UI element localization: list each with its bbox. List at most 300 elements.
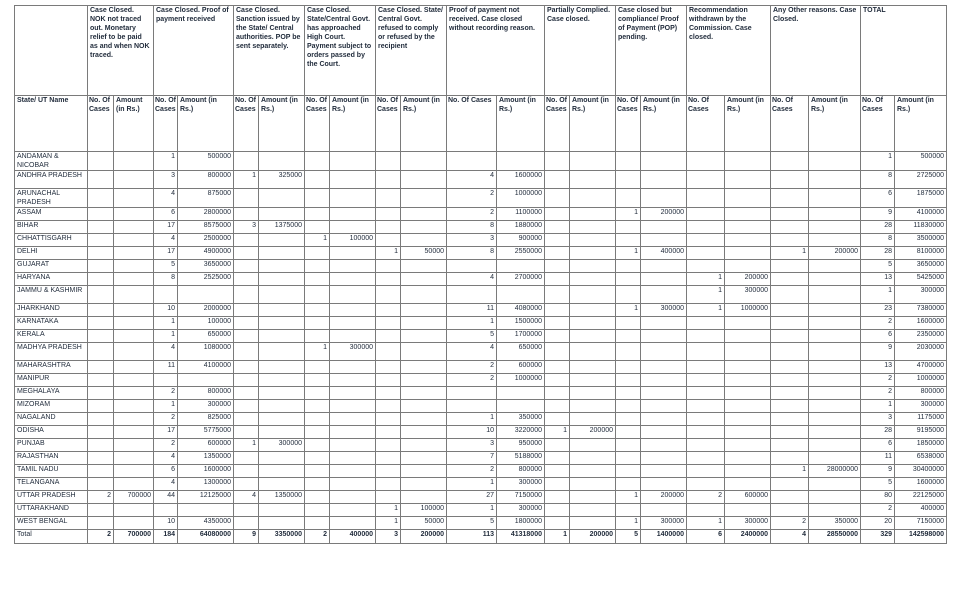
- amount-cell: 2700000: [497, 273, 545, 286]
- table-row: [15, 343, 947, 361]
- cases-cell: [376, 478, 401, 491]
- amount-cell: [725, 426, 771, 439]
- amount-cell: [114, 317, 154, 330]
- cases-cell: [545, 439, 570, 452]
- state-name-cell: KERALA: [15, 330, 88, 343]
- cases-cell: [88, 343, 114, 361]
- cases-cell: [376, 286, 401, 304]
- amount-cell: [178, 374, 234, 387]
- cases-cell: [447, 152, 497, 171]
- amount-cell: [641, 330, 687, 343]
- cases-cell: [545, 152, 570, 171]
- total-amount-cell: 200000: [570, 530, 616, 544]
- state-name-cell: MEGHALAYA: [15, 387, 88, 400]
- amount-cell: [259, 317, 305, 330]
- amount-cell: 1875000: [895, 189, 947, 208]
- cases-cell: [771, 234, 809, 247]
- amount-cell: [725, 189, 771, 208]
- amount-cell: 100000: [401, 504, 447, 517]
- amount-cell: [641, 465, 687, 478]
- column-header-state: State/ UT Name: [15, 96, 88, 152]
- amount-cell: [259, 361, 305, 374]
- cases-cell: [305, 152, 330, 171]
- amount-cell: [809, 189, 861, 208]
- amount-cell: [401, 273, 447, 286]
- table-row: [15, 304, 947, 317]
- cases-cell: [88, 387, 114, 400]
- state-name-cell: BIHAR: [15, 221, 88, 234]
- cases-cell: [376, 330, 401, 343]
- amount-cell: 350000: [809, 517, 861, 530]
- amount-cell: 875000: [178, 189, 234, 208]
- cases-cell: [771, 330, 809, 343]
- cases-cell: [616, 286, 641, 304]
- amount-cell: [641, 478, 687, 491]
- amount-cell: [809, 452, 861, 465]
- amount-cell: 1880000: [497, 221, 545, 234]
- cases-cell: 27: [447, 491, 497, 504]
- cases-cell: [376, 234, 401, 247]
- amount-cell: [497, 260, 545, 273]
- cases-cell: 13: [861, 273, 895, 286]
- amount-cell: [570, 439, 616, 452]
- cases-cell: 8: [447, 221, 497, 234]
- amount-cell: [570, 400, 616, 413]
- amount-cell: [641, 189, 687, 208]
- table-body: [15, 152, 947, 544]
- total-cases-cell: 6: [687, 530, 725, 544]
- cases-cell: [88, 286, 114, 304]
- amount-cell: 1600000: [895, 478, 947, 491]
- amount-cell: [725, 260, 771, 273]
- amount-cell: 825000: [178, 413, 234, 426]
- amount-cell: [570, 517, 616, 530]
- table-row: [15, 152, 947, 171]
- amount-cell: [809, 208, 861, 221]
- amount-cell: 3650000: [178, 260, 234, 273]
- amount-cell: [401, 221, 447, 234]
- cases-cell: [376, 273, 401, 286]
- cases-cell: [545, 317, 570, 330]
- amount-cell: [401, 171, 447, 189]
- cases-cell: [545, 491, 570, 504]
- cases-cell: [376, 387, 401, 400]
- cases-cell: 1: [687, 286, 725, 304]
- total-cases-cell: 113: [447, 530, 497, 544]
- group-header-row: [15, 6, 947, 96]
- total-amount-cell: 64080000: [178, 530, 234, 544]
- cases-cell: [545, 247, 570, 260]
- cases-cell: [687, 374, 725, 387]
- cases-cell: [234, 361, 259, 374]
- cases-cell: [545, 504, 570, 517]
- amount-cell: [641, 504, 687, 517]
- cases-cell: [545, 304, 570, 317]
- cases-cell: [376, 171, 401, 189]
- cases-cell: 2: [771, 517, 809, 530]
- cases-cell: [305, 465, 330, 478]
- cases-cell: [545, 234, 570, 247]
- amount-cell: [725, 465, 771, 478]
- cases-cell: 5: [447, 517, 497, 530]
- cases-cell: [376, 400, 401, 413]
- amount-cell: [401, 387, 447, 400]
- cases-cell: [687, 465, 725, 478]
- cases-cell: [771, 152, 809, 171]
- cases-cell: [771, 343, 809, 361]
- amount-cell: 4080000: [497, 304, 545, 317]
- cases-cell: 5: [861, 260, 895, 273]
- amount-cell: 1000000: [725, 304, 771, 317]
- cases-cell: [305, 517, 330, 530]
- amount-cell: [570, 286, 616, 304]
- cases-cell: 8: [861, 171, 895, 189]
- amount-cell: 600000: [178, 439, 234, 452]
- amount-cell: 11830000: [895, 221, 947, 234]
- cases-cell: [376, 439, 401, 452]
- amount-cell: [114, 374, 154, 387]
- amount-cell: [641, 452, 687, 465]
- amount-cell: [114, 304, 154, 317]
- column-header-cases: No. Of Cases: [545, 96, 570, 152]
- amount-cell: [725, 330, 771, 343]
- cases-cell: 2: [154, 439, 178, 452]
- cases-cell: [616, 343, 641, 361]
- column-header-amount: Amount (in Rs.): [809, 96, 861, 152]
- cases-cell: [376, 452, 401, 465]
- cases-cell: [771, 317, 809, 330]
- cases-cell: [154, 504, 178, 517]
- cases-cell: [88, 317, 114, 330]
- amount-cell: [641, 260, 687, 273]
- group-header-other-reasons: Any Other reasons. Case Closed.: [771, 6, 861, 96]
- cases-cell: [88, 478, 114, 491]
- table-row: [15, 247, 947, 260]
- total-cases-cell: 4: [771, 530, 809, 544]
- amount-cell: 1350000: [178, 452, 234, 465]
- cases-cell: 10: [154, 304, 178, 317]
- total-cases-cell: 184: [154, 530, 178, 544]
- amount-cell: [114, 189, 154, 208]
- cases-cell: 10: [447, 426, 497, 439]
- cases-cell: 1: [687, 304, 725, 317]
- cases-cell: [234, 208, 259, 221]
- cases-cell: [376, 426, 401, 439]
- amount-cell: [259, 234, 305, 247]
- cases-cell: 5: [154, 260, 178, 273]
- cases-cell: 4: [234, 491, 259, 504]
- amount-cell: [330, 517, 376, 530]
- cases-cell: [545, 400, 570, 413]
- cases-cell: [376, 343, 401, 361]
- total-cases-cell: 329: [861, 530, 895, 544]
- amount-cell: 1000000: [895, 374, 947, 387]
- amount-cell: [809, 273, 861, 286]
- cases-cell: [771, 413, 809, 426]
- amount-cell: 600000: [725, 491, 771, 504]
- amount-cell: [401, 361, 447, 374]
- cases-cell: 17: [154, 247, 178, 260]
- total-cases-cell: 2: [305, 530, 330, 544]
- cases-cell: 2: [447, 465, 497, 478]
- amount-cell: [497, 400, 545, 413]
- amount-cell: 22125000: [895, 491, 947, 504]
- amount-cell: 300000: [725, 286, 771, 304]
- amount-cell: [725, 387, 771, 400]
- cases-cell: [88, 452, 114, 465]
- amount-cell: [809, 361, 861, 374]
- cases-cell: [545, 208, 570, 221]
- amount-cell: [497, 286, 545, 304]
- amount-cell: 300000: [497, 504, 545, 517]
- column-header-amount: Amount (in Rs.): [497, 96, 545, 152]
- amount-cell: [570, 260, 616, 273]
- table-row: [15, 517, 947, 530]
- cases-cell: [687, 247, 725, 260]
- cases-cell: 28: [861, 221, 895, 234]
- cases-cell: [88, 152, 114, 171]
- column-header-amount: Amount (in Rs.): [725, 96, 771, 152]
- amount-cell: [330, 260, 376, 273]
- amount-cell: 350000: [497, 413, 545, 426]
- cases-cell: [771, 260, 809, 273]
- amount-cell: [330, 247, 376, 260]
- cases-cell: 2: [447, 208, 497, 221]
- cases-cell: 1: [305, 343, 330, 361]
- cases-cell: 1: [376, 517, 401, 530]
- cases-cell: 6: [861, 330, 895, 343]
- total-amount-cell: 3350000: [259, 530, 305, 544]
- cases-cell: 2: [154, 387, 178, 400]
- amount-cell: [114, 171, 154, 189]
- cases-cell: 5: [447, 330, 497, 343]
- cases-cell: [88, 330, 114, 343]
- total-amount-cell: 400000: [330, 530, 376, 544]
- cases-cell: [305, 273, 330, 286]
- cases-cell: [234, 189, 259, 208]
- cases-cell: 1: [154, 317, 178, 330]
- cases-cell: 1: [616, 491, 641, 504]
- amount-cell: [330, 304, 376, 317]
- cases-cell: [545, 221, 570, 234]
- cases-cell: 9: [861, 343, 895, 361]
- state-name-cell: ASSAM: [15, 208, 88, 221]
- cases-cell: 6: [861, 189, 895, 208]
- cases-cell: 2: [447, 374, 497, 387]
- amount-cell: [330, 208, 376, 221]
- amount-cell: [114, 221, 154, 234]
- amount-cell: [725, 400, 771, 413]
- cases-cell: [234, 330, 259, 343]
- amount-cell: [570, 189, 616, 208]
- column-header-amount: Amount (in Rs.): [259, 96, 305, 152]
- amount-cell: 1600000: [497, 171, 545, 189]
- amount-cell: 5775000: [178, 426, 234, 439]
- state-name-cell: GUJARAT: [15, 260, 88, 273]
- cases-cell: [376, 152, 401, 171]
- cases-cell: [88, 273, 114, 286]
- amount-cell: 1700000: [497, 330, 545, 343]
- cases-cell: [687, 413, 725, 426]
- cases-cell: 20: [861, 517, 895, 530]
- amount-cell: 300000: [725, 517, 771, 530]
- cases-cell: [88, 504, 114, 517]
- cases-cell: [376, 465, 401, 478]
- cases-cell: [545, 374, 570, 387]
- amount-cell: [114, 343, 154, 361]
- amount-cell: [570, 330, 616, 343]
- amount-cell: 300000: [641, 517, 687, 530]
- amount-cell: 2500000: [178, 234, 234, 247]
- state-name-cell: ODISHA: [15, 426, 88, 439]
- table-row: [15, 171, 947, 189]
- amount-cell: [725, 478, 771, 491]
- group-header-withdrawn: Recommendation withdrawn by the Commission. Case closed.: [687, 6, 771, 96]
- amount-cell: 3650000: [895, 260, 947, 273]
- amount-cell: 50000: [401, 247, 447, 260]
- state-name-cell: NAGALAND: [15, 413, 88, 426]
- cases-cell: [88, 400, 114, 413]
- cases-cell: [88, 260, 114, 273]
- amount-cell: 1300000: [178, 478, 234, 491]
- cases-cell: [616, 478, 641, 491]
- column-header-amount: Amount (in Rs.): [178, 96, 234, 152]
- amount-cell: [809, 221, 861, 234]
- state-name-cell: MANIPUR: [15, 374, 88, 387]
- amount-cell: 600000: [497, 361, 545, 374]
- cases-cell: [771, 491, 809, 504]
- amount-cell: [725, 343, 771, 361]
- cases-cell: [687, 426, 725, 439]
- amount-cell: [641, 439, 687, 452]
- amount-cell: 200000: [725, 273, 771, 286]
- amount-cell: 6538000: [895, 452, 947, 465]
- amount-cell: [725, 361, 771, 374]
- cases-cell: 44: [154, 491, 178, 504]
- cases-cell: [616, 221, 641, 234]
- state-name-cell: DELHI: [15, 247, 88, 260]
- cases-cell: [88, 413, 114, 426]
- amount-cell: 800000: [497, 465, 545, 478]
- state-name-cell: TAMIL NADU: [15, 465, 88, 478]
- cases-cell: [616, 317, 641, 330]
- cases-cell: [88, 221, 114, 234]
- cases-cell: [447, 260, 497, 273]
- cases-cell: [687, 171, 725, 189]
- cases-cell: [305, 221, 330, 234]
- amount-cell: [570, 374, 616, 387]
- amount-cell: [259, 304, 305, 317]
- cases-cell: 1: [447, 317, 497, 330]
- cases-cell: [305, 452, 330, 465]
- cases-cell: [88, 439, 114, 452]
- amount-cell: [330, 152, 376, 171]
- cases-cell: [154, 374, 178, 387]
- cases-cell: [545, 413, 570, 426]
- amount-cell: [330, 374, 376, 387]
- amount-cell: [401, 439, 447, 452]
- cases-cell: 11: [861, 452, 895, 465]
- cases-cell: [234, 343, 259, 361]
- state-name-cell: JAMMU & KASHMIR: [15, 286, 88, 304]
- cases-cell: [154, 286, 178, 304]
- table-row: [15, 504, 947, 517]
- amount-cell: [114, 439, 154, 452]
- amount-cell: [809, 374, 861, 387]
- table-row: [15, 491, 947, 504]
- cases-cell: [376, 491, 401, 504]
- total-row: [15, 530, 947, 544]
- cases-cell: [305, 317, 330, 330]
- cases-cell: 1: [154, 330, 178, 343]
- amount-cell: [725, 152, 771, 171]
- amount-cell: 1000000: [497, 374, 545, 387]
- table-row: [15, 208, 947, 221]
- amount-cell: [401, 413, 447, 426]
- cases-cell: 1: [616, 208, 641, 221]
- amount-cell: 200000: [641, 491, 687, 504]
- cases-cell: [687, 439, 725, 452]
- amount-cell: 12125000: [178, 491, 234, 504]
- amount-cell: 30400000: [895, 465, 947, 478]
- cases-cell: [545, 343, 570, 361]
- amount-cell: 3220000: [497, 426, 545, 439]
- amount-cell: [114, 452, 154, 465]
- cases-cell: [687, 208, 725, 221]
- amount-cell: 50000: [401, 517, 447, 530]
- amount-cell: [641, 234, 687, 247]
- amount-cell: [114, 413, 154, 426]
- column-header-cases: No. Of Cases: [376, 96, 401, 152]
- amount-cell: 300000: [259, 439, 305, 452]
- cases-cell: [234, 517, 259, 530]
- table-row: [15, 260, 947, 273]
- cases-cell: 1: [447, 478, 497, 491]
- cases-cell: [305, 286, 330, 304]
- column-header-amount: Amount (in Rs.): [641, 96, 687, 152]
- amount-cell: [330, 387, 376, 400]
- cases-cell: [88, 304, 114, 317]
- amount-cell: [401, 343, 447, 361]
- cases-cell: 23: [861, 304, 895, 317]
- amount-cell: [330, 400, 376, 413]
- total-cases-cell: 5: [616, 530, 641, 544]
- amount-cell: 4900000: [178, 247, 234, 260]
- amount-cell: [114, 330, 154, 343]
- amount-cell: 950000: [497, 439, 545, 452]
- amount-cell: [259, 286, 305, 304]
- cases-cell: [545, 189, 570, 208]
- cases-cell: [234, 304, 259, 317]
- cases-cell: [376, 208, 401, 221]
- amount-cell: [330, 361, 376, 374]
- amount-cell: 500000: [178, 152, 234, 171]
- amount-cell: 1000000: [497, 189, 545, 208]
- amount-cell: [259, 247, 305, 260]
- total-amount-cell: 2400000: [725, 530, 771, 544]
- cases-cell: 1: [616, 517, 641, 530]
- table-row: [15, 330, 947, 343]
- cases-cell: [376, 413, 401, 426]
- cases-cell: [687, 452, 725, 465]
- amount-cell: [401, 234, 447, 247]
- cases-cell: 1: [687, 517, 725, 530]
- cases-cell: [545, 478, 570, 491]
- amount-cell: [401, 208, 447, 221]
- state-name-cell: ARUNACHAL PRADESH: [15, 189, 88, 208]
- cases-cell: [447, 286, 497, 304]
- amount-cell: [330, 286, 376, 304]
